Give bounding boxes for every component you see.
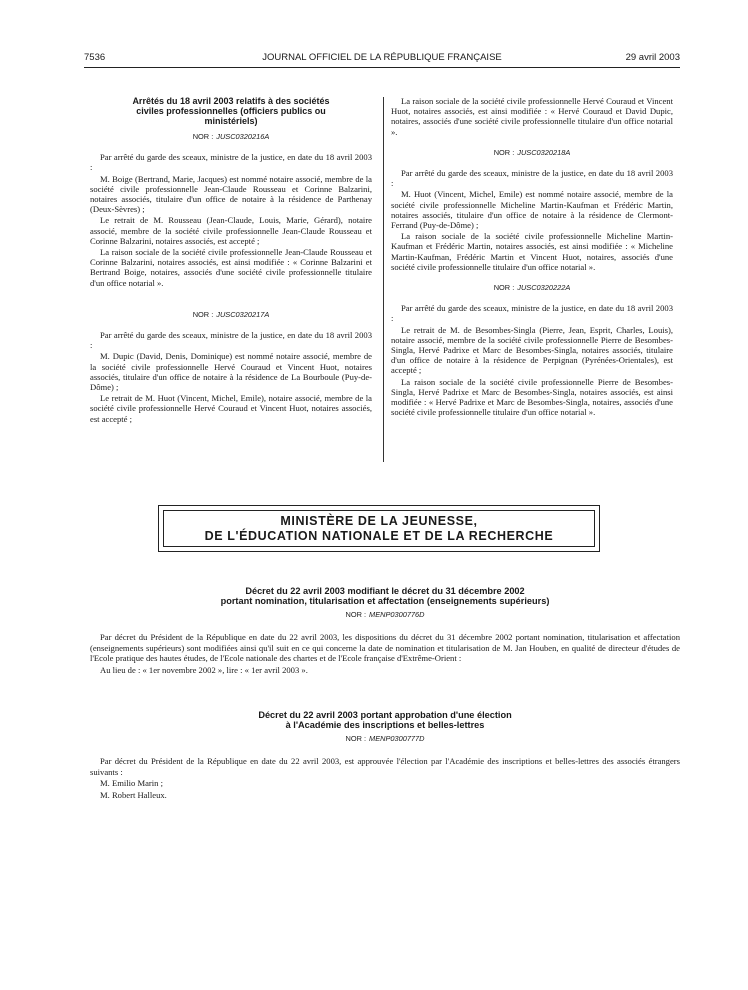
paragraph: Par décret du Président de la République en date du 22 avril 2003, est approuvée l'élection par l'Académie des inscriptions et belles-lettres des associés étrangers suivants :: [90, 756, 680, 777]
left-column: [90, 96, 372, 424]
nor-code: JUSC0320217A: [216, 309, 270, 319]
paragraph: Le retrait de M. Huot (Vincent, Michel, Emile), notaire associé, membre de la société civile professionnelle Hervé Couraud et Vincent Huot, notaires associés, est accepté ;: [90, 393, 372, 424]
title-line: Décret du 22 avril 2003 portant approbation d'une élection: [258, 710, 512, 720]
nor-label: NOR :: [192, 309, 214, 319]
nor-code: JUSC0320216A: [216, 132, 270, 141]
nor-label: NOR :: [493, 147, 515, 157]
title-line: portant nomination, titularisation et affectation (enseignements supérieurs): [220, 596, 550, 606]
nor-label: NOR :: [493, 283, 515, 293]
nor-reference: [90, 734, 680, 744]
nor-code: MENP0300777D: [369, 734, 425, 743]
column-divider: [383, 97, 384, 462]
page-number: 7536: [84, 52, 106, 63]
paragraph: M. Robert Halleux.: [100, 789, 167, 800]
nor-label: NOR :: [345, 734, 367, 743]
nor-reference: [391, 148, 673, 158]
nor-reference: [90, 610, 680, 620]
decree-section: [90, 710, 680, 800]
paragraph: M. Dupic (David, Denis, Dominique) est nommé notaire associé, membre de la société civile professionnelle Hervé Couraud et Vincent Huot, notaires associés, titulaire d'un office de notaire à la résidence de La Bourboule (Puy-de-Dôme) ;: [90, 351, 372, 393]
title-line: civiles professionnelles (officiers publics ou: [136, 106, 326, 116]
paragraph: Le retrait de M. Rousseau (Jean-Claude, Louis, Marie, Gérard), notaire associé, membre de la société civile professionnelle Jean-Claude Rousseau et Corinne Balzarini, notaires associés, est accepté ;: [90, 215, 372, 246]
paragraph: La raison sociale de la société civile professionnelle Jean-Claude Rousseau et Corinne Balzarini, notaires associés, est ainsi modifiée : « Corinne Balzarini et Bertrand Boige, notaires, associés d'une société civile professionnelle titulaire d'un office notarial ».: [90, 247, 372, 288]
paragraph: La raison sociale de la société civile professionnelle Pierre de Besombes-Singla, Hervé Padrixe et Marc de Besombes-Singla, notaires associés, est ainsi modifiée : « Hervé Padrixe et Marc de Besombes-Singla, notaires, associés d'une société civile professionnelle titulaire d'un office notarial ».: [391, 376, 673, 418]
paragraph: M. Huot (Vincent, Michel, Emile) est nommé notaire associé, membre de la société civile professionnelle Micheline Martin-Kaufman et Frédéric Martin, notaires associés, titulaire d'un office de notaire à la résidence de Clermont-Ferrand (Puy-de-Dôme) ;: [391, 189, 673, 231]
paragraph: La raison sociale de la société civile professionnelle Micheline Martin-Kaufman et Frédéric Martin, notaires associés, est ainsi modifiée : « Micheline Martin-Kaufman, Frédéric Martin et Vincent Huot, notaires, associés d'une société civile professionnelle titulaire d'un office notarial ».: [391, 231, 673, 272]
decree-title: [90, 586, 680, 606]
decree-section: [90, 586, 680, 675]
title-line: Arrêtés du 18 avril 2003 relatifs à des sociétés: [132, 96, 330, 106]
paragraph: Au lieu de : « 1er novembre 2002 », lire : « 1er avril 2003 ».: [100, 664, 308, 675]
paragraph: Par arrêté du garde des sceaux, ministre de la justice, en date du 18 avril 2003 :: [391, 168, 673, 189]
nor-reference: [90, 132, 372, 142]
nor-code: JUSC0320222A: [517, 283, 571, 293]
paragraph: M. Emilio Marin ;: [100, 778, 164, 789]
ministry-heading-line: DE L'ÉDUCATION NATIONALE ET DE LA RECHERCHE: [204, 528, 554, 543]
paragraph: Par décret du Président de la République en date du 22 avril 2003, les dispositions du décret du 31 décembre 2002 portant nomination, titularisation et affectation (enseignements supérieurs) sont modifiées ainsi qu'il suit en ce qui concerne la date de nomination et titularisation de M. Jan Houben, en qualité de directeur d'études de l'Ecole pratique des hautes études, de l'Ecole nationale des chartes et de l'Ecole française d'Extrême-Orient :: [90, 632, 680, 664]
nor-label: NOR :: [345, 610, 367, 619]
nor-reference: [391, 283, 673, 293]
nor-label: NOR :: [192, 132, 214, 141]
title-line: Décret du 22 avril 2003 modifiant le décret du 31 décembre 2002: [245, 586, 525, 596]
title-line: à l'Académie des inscriptions et belles-lettres: [285, 720, 485, 730]
paragraph: M. Boige (Bertrand, Marie, Jacques) est nommé notaire associé, membre de la société civile professionnelle Jean-Claude Rousseau et Corinne Balzarini, notaires associés, titulaire d'un office de notaire à la résidence de Parthenay (Deux-Sèvres) ;: [90, 173, 372, 215]
paragraph: Par arrêté du garde des sceaux, ministre de la justice, en date du 18 avril 2003 :: [391, 303, 673, 324]
nor-reference: [90, 310, 372, 320]
header-rule: [84, 67, 680, 68]
title-line: ministériels): [204, 116, 258, 126]
journal-title: JOURNAL OFFICIEL DE LA RÉPUBLIQUE FRANÇAISE: [262, 52, 502, 63]
paragraph: Par arrêté du garde des sceaux, ministre de la justice, en date du 18 avril 2003 :: [90, 330, 372, 351]
nor-code: JUSC0320218A: [517, 147, 571, 157]
page-header: [84, 52, 680, 66]
ministry-heading-inner: [163, 510, 595, 547]
nor-code: MENP0300776D: [369, 610, 425, 619]
decree-title: [90, 710, 680, 730]
section-title-arretes: [90, 96, 372, 126]
right-column: [391, 96, 673, 417]
paragraph: Par arrêté du garde des sceaux, ministre de la justice, en date du 18 avril 2003 :: [90, 152, 372, 173]
paragraph: Le retrait de M. de Besombes-Singla (Pierre, Jean, Esprit, Charles, Louis), notaire associé, membre de la société civile professionnelle Pierre de Besombes-Singla, Hervé Padrixe et Marc de Besombes-Singla, notaires associés, titulaire d'un office de notaire à la résidence de Perpignan (Pyrénées-Orientales), est accepté ;: [391, 324, 673, 376]
paragraph: La raison sociale de la société civile professionnelle Hervé Couraud et Vincent Huot, notaires associés, est ainsi modifiée : « Hervé Couraud et David Dupic, notaires, associés d'une société civile professionnelle titulaire d'un office notarial ».: [391, 96, 673, 137]
ministry-heading-line: MINISTÈRE DE LA JEUNESSE,: [280, 513, 478, 528]
ministry-heading-box: [158, 505, 600, 552]
issue-date: 29 avril 2003: [625, 52, 680, 63]
